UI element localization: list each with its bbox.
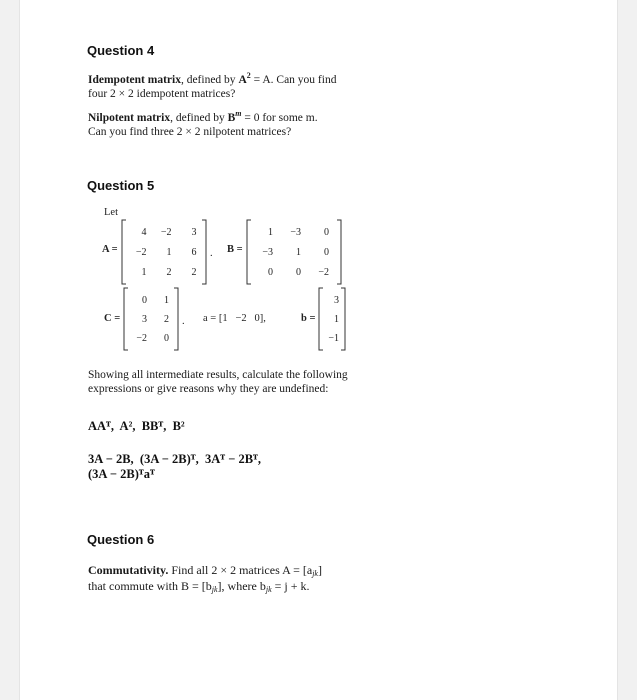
question-5-heading: Question 5 [87,178,155,193]
idempotent-question: four 2 × 2 idempotent matrices? [88,88,236,100]
expressions-line-3: (3A − 2B)ᵀaᵀ [88,467,155,481]
idempotent-term: Idempotent matrix [88,74,181,86]
matrix-b-entry: −2 [318,267,329,278]
vector-b-entry: −1 [328,332,339,344]
matrix-b-entry: 0 [324,227,329,238]
matrix-c-bracket [124,288,128,350]
vector-b-bracket [341,288,345,350]
matrix-c-bracket [174,288,178,350]
matrix-a-entry: 3 [191,227,197,238]
matrix-c-entry: 1 [164,294,169,306]
vector-b-entry: 3 [334,294,339,306]
matrix-c-entry: 3 [142,313,147,325]
nilpotent-question: Can you find three 2 × 2 nilpotent matrices? [88,126,292,138]
matrix-b-entry: 0 [296,267,301,278]
matrix-b-bracket [247,220,251,284]
matrix-a-bracket [122,220,126,284]
matrix-a-label: A = [102,244,118,255]
matrix-c-entry: −2 [136,332,147,344]
matrix-a-bracket [202,220,206,284]
nilpotent-term: Nilpotent matrix [88,112,171,124]
matrix-a-entry: −2 [135,247,147,258]
question-4-heading: Question 4 [87,43,155,58]
expressions-line-1: AAᵀ, A², BBᵀ, B² [88,419,185,433]
matrix-c-entry: 2 [164,313,169,325]
vector-a: a = [1 −2 0], [203,313,266,324]
instructions: Showing all intermediate results, calculate the following expressions or give reasons why they are undefined: [88,369,348,395]
vector-b-entry: 1 [334,313,339,325]
matrix-b-entry: 1 [268,227,273,238]
matrix-c-entry: 0 [164,332,169,344]
let-label: Let [104,207,118,218]
matrix-c [123,287,179,351]
question-6-heading: Question 6 [87,532,155,547]
matrix-b-entry: −3 [262,247,273,258]
matrix-a-entry: −2 [160,227,172,238]
vector-b-label: b = [301,313,316,324]
matrix-b-entry: 0 [324,247,329,258]
matrix-b-bracket [337,220,341,284]
matrix-a-entry: 1 [141,267,147,278]
matrix-b-entry: 1 [296,247,301,258]
matrix-a-entry: 2 [166,267,172,278]
idempotent-definition: Idempotent matrix, defined by $A^2 = A$. Can you find four 2 × 2 idempotent matrices? [88,71,337,100]
nilpotent-definition: Nilpotent matrix, defined by $B^m = 0$ for some m. Can you find three 2 × 2 nilpotent matrices? [88,109,318,138]
matrix-a [121,219,207,285]
matrix-a-entry: 2 [191,267,197,278]
vector-b [318,287,346,351]
matrix-b-entry: 0 [268,267,273,278]
commutativity-term: Commutativity. [88,563,169,577]
matrix-b-entry: −3 [290,227,301,238]
matrix-b-label: B = [227,244,243,255]
vector-b-bracket [319,288,323,350]
matrix-c-entry: 0 [142,294,147,306]
matrix-a-entry: 1 [166,247,172,258]
expressions-line-2: 3A − 2B, (3A − 2B)ᵀ, 3Aᵀ − 2Bᵀ, [88,452,261,466]
matrix-b [246,219,342,285]
matrix-a-entry: 6 [191,247,197,258]
matrix-a-entry: 4 [141,227,147,238]
matrix-c-label: C = [104,313,121,324]
commutativity-question: Commutativity. Find all 2 × 2 matrices $A = [a_{jk}]$ that commute with $B = [b_{jk}]$, where $b_{jk} = j + k$. [88,563,322,594]
document-page: Question 4 Idempotent matrix, defined by $A^2 = A$. Can you find four 2 × 2 idempotent matrices? Nilpotent matrix, defined by $B^m = 0$ for some m. Can you find three 2 × 2 nilpotent matrices? Question 5 Let A = 4 −2 3 −2 1 6 1 2 2 . B = 1 −3 0 −3 1 0 0 0 −2 C = 0 1 3 2 −2 0 . a = [1 −2 0], b = 3 1 −1 Showing all intermediate results, calculate the following expressions or give reasons why they are undefined: AAᵀ, A², BBᵀ, B² 3A − 2B, (3A − 2B)ᵀ, 3Aᵀ − 2Bᵀ, (3A − 2B)ᵀaᵀ Question 6 Commutativity. Find all 2 × 2 matrices $A = [a_{jk}]$ that commute with $B = [b_{jk}]$, where $b_{jk} = j + k$. [20,0,617,700]
